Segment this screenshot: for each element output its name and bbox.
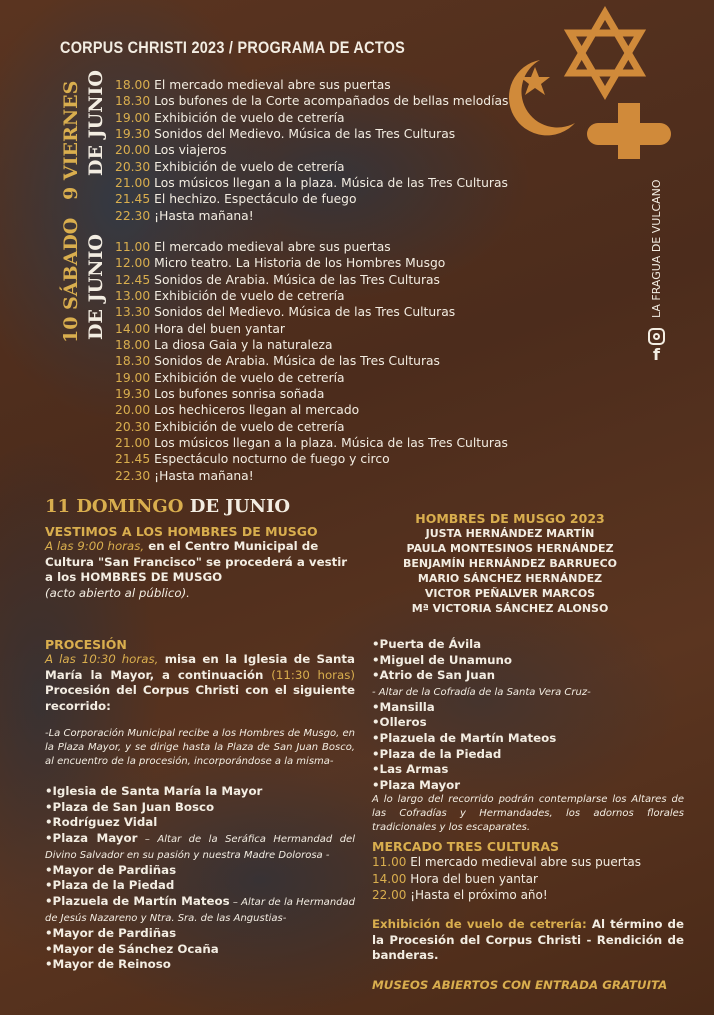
event-text: El hechizo. Espectáculo de fuego [154,192,357,207]
route-item [45,815,355,831]
mercado-schedule [372,854,684,903]
hombres-section [392,511,628,616]
schedule-item [115,159,508,175]
event-text: Los músicos llegan a la plaza. Música de las Tres Culturas [154,436,508,451]
hombre-name: VICTOR PEÑALVER MARCOS [424,587,596,600]
cetreria-text: Al término de la Procesión del Corpus Christi - Rendición de banderas. [372,917,684,963]
event-time: 20.30 [115,159,151,174]
route-place: Plaza de la Piedad [52,878,175,893]
event-time: 19.30 [115,387,151,402]
procesion-heading: PROCESIÓN [45,637,127,652]
route-item [372,715,684,731]
schedule-item [115,255,508,271]
event-time: 14.00 [372,871,407,886]
procesion-closing: A lo largo del recorrido podrán contemplarse los Altares de las Cofradías y Hermandades, los adornos florales tradicionales y los escaparates. [372,794,684,834]
hombre-name: MARIO SÁNCHEZ HERNÁNDEZ [417,572,603,585]
event-text: La diosa Gaia y la naturaleza [154,338,333,353]
route-item [45,784,355,800]
day9-label: 9 VIERNES [60,80,82,200]
hombre-name: PAULA MONTESINOS HERNÁNDEZ [406,542,614,555]
route-altar: – Altar de la Seráfica Hermandad del Divino Salvador en su pasión y nuestra Madre Dolorosa - [45,833,355,861]
route-place: Iglesia de Santa María la Mayor [52,784,263,798]
schedule-item [115,353,508,369]
event-time: 21.00 [115,176,151,191]
event-time: 13.00 [115,289,151,304]
cetreria-label: Exhibición de vuelo de cetrería: [372,917,587,932]
event-time: 11.00 [115,240,151,254]
mercado-heading: MERCADO TRES CULTURAS [372,839,560,855]
vestimos-section [45,524,350,601]
hombre-name: Mª VICTORIA SÁNCHEZ ALONSO [411,602,609,615]
event-text: Los bufones de la Corte acompañados de bellas melodías [154,94,509,109]
schedule-item [115,191,508,207]
event-text: Sonidos del Medievo. Música de las Tres Culturas [154,305,456,320]
event-time: 20.30 [115,419,151,434]
schedule-item [115,451,508,467]
procesion-time2: (11:30 horas) [271,667,355,682]
route-item [372,747,684,763]
hombre-name: JUSTA HERNÁNDEZ MARTÍN [425,527,595,540]
route-right-section [372,637,684,993]
vestimos-time: A las 9:00 horas, [45,539,145,553]
route-altar: - Altar de la Cofradía de la Santa Vera Cruz- [372,686,591,698]
day10-schedule [115,239,508,484]
route-place: Plaza Mayor [379,777,461,792]
museos-note: MUSEOS ABIERTOS CON ENTRADA GRATUITA [372,977,668,992]
page-title: CORPUS CHRISTI 2023 / PROGRAMA DE ACTOS [60,38,406,57]
route-item [372,668,684,700]
schedule-item [115,386,508,402]
event-time: 22.30 [115,468,151,483]
route-item [45,831,355,863]
procesion-section [45,637,355,973]
day11-heading [45,496,290,517]
event-text: Exhibición de vuelo de cetrería [154,289,345,304]
crescent-star-icon [509,60,575,135]
schedule-item [115,110,508,126]
event-text: Exhibición de vuelo de cetrería [154,110,345,125]
event-time: 20.00 [115,143,151,158]
event-text: Los bufones sonrisa soñada [154,387,325,402]
day9-schedule [115,77,508,224]
procesion-text: misa en la Iglesia de Santa María la Mayor, a continuación [45,652,356,682]
schedule-item [115,419,508,435]
route-place: Mansilla [379,699,435,714]
schedule-item [372,871,684,887]
route-item [45,926,355,942]
event-time: 12.45 [115,272,151,287]
schedule-item [115,288,508,304]
event-time: 21.45 [115,452,151,467]
route-item [372,700,684,716]
schedule-item [115,370,508,386]
route-list-left [45,784,355,973]
event-time: 18.30 [115,354,151,369]
day9-month: DE JUNIO [85,70,107,176]
event-text: Hora del buen yantar [410,871,538,886]
event-text: Los músicos llegan a la plaza. Música de las Tres Culturas [154,176,508,191]
route-place: Olleros [379,715,427,730]
route-item [45,957,355,973]
schedule-item [115,304,508,320]
instagram-icon[interactable] [648,328,665,345]
route-place: Plazuela de Martín Mateos [52,893,230,908]
event-text: Sonidos de Arabia. Música de las Tres Culturas [154,272,440,287]
route-place: Atrio de San Juan [379,668,496,683]
route-place: Mayor de Reinoso [52,957,171,972]
event-time: 20.00 [115,403,151,418]
vestimos-text: en el Centro Municipal de Cultura "San Francisco" se procederá a vestir a los HOMBRES DE MUSGO [45,539,348,584]
event-text: El mercado medieval abre sus puertas [154,78,391,92]
event-time: 18.30 [115,94,151,109]
event-time: 21.00 [115,436,151,451]
event-text: El mercado medieval abre sus puertas [154,240,391,254]
route-place: Mayor de Sánchez Ocaña [52,941,219,956]
day10-month: DE JUNIO [85,234,107,340]
vestimos-note: (acto abierto al público). [45,585,190,600]
schedule-item [115,468,508,484]
vestimos-heading: VESTIMOS A LOS HOMBRES DE MUSGO [45,524,318,539]
route-item [45,942,355,958]
brand-name: LA FRAGUA DE VULCANO [650,179,663,319]
schedule-item [115,435,508,451]
event-text: ¡Hasta el próximo año! [410,888,548,903]
schedule-item [372,887,684,903]
schedule-item [115,175,508,191]
procesion-note: -La Corporación Municipal recibe a los Hombres de Musgo, en la Plaza Mayor, y se dirige hasta la Plaza de San Juan Bosco, al encuentro de la procesión, incorporándose a la misma- [45,728,355,767]
route-place: Plaza de San Juan Bosco [52,799,215,814]
route-item [372,653,684,669]
event-time: 14.00 [115,321,151,336]
route-place: Las Armas [379,762,449,777]
event-text: Los viajeros [154,143,227,158]
hombres-heading: HOMBRES DE MUSGO 2023 [415,511,605,526]
event-time: 12.00 [115,256,151,271]
route-item [45,863,355,879]
hombre-name: BENJAMÍN HERNÁNDEZ BARRUECO [402,557,618,570]
event-time: 19.00 [115,370,151,385]
schedule-item [115,337,508,353]
hombres-names [392,526,628,616]
star-of-david-icon [570,13,640,93]
route-list-right [372,637,684,793]
event-text: El mercado medieval abre sus puertas [410,855,642,870]
route-place: Mayor de Pardiñas [52,862,177,877]
route-place: Plaza de la Piedad [379,746,502,761]
schedule-item [115,208,508,224]
event-text: Hora del buen yantar [154,321,285,336]
schedule-item [115,321,508,337]
event-time: 18.00 [115,338,151,353]
route-altar: – Altar de la Hermandad de Jesús Nazareno y Ntra. Sra. de las Angustias- [45,896,355,924]
route-place: Rodríguez Vidal [52,815,158,830]
facebook-icon[interactable]: f [653,345,660,365]
route-item [372,778,684,794]
event-text: Exhibición de vuelo de cetrería [154,370,345,385]
route-place: Plazuela de Martín Mateos [379,730,557,745]
schedule-item [372,854,684,870]
route-item [45,878,355,894]
event-time: 22.30 [115,208,151,223]
schedule-item [115,126,508,142]
route-item [372,762,684,778]
event-time: 19.30 [115,127,151,142]
schedule-item [115,93,508,109]
schedule-item [115,402,508,418]
cross-icon [587,103,671,159]
route-item [372,637,684,653]
event-text: Exhibición de vuelo de cetrería [154,419,345,434]
event-time: 22.00 [372,888,407,903]
day11-label: 11 DOMINGO [45,496,184,517]
event-time: 18.00 [115,78,151,92]
route-item [45,894,355,926]
schedule-item [115,77,508,93]
schedule-item [115,239,508,255]
event-time: 21.45 [115,192,151,207]
procesion-text2: Procesión del Corpus Christi con el siguiente recorrido: [45,683,355,713]
procesion-time: A las 10:30 horas, [45,652,159,666]
route-place: Mayor de Pardiñas [52,925,177,940]
event-text: Sonidos de Arabia. Música de las Tres Culturas [154,354,440,369]
social-block [647,179,666,365]
route-place: Puerta de Ávila [379,637,482,651]
route-place: Plaza Mayor [52,830,138,845]
event-time: 11.00 [372,855,407,870]
three-cultures-symbols [480,5,700,165]
route-item [45,800,355,816]
event-text: Sonidos del Medievo. Música de las Tres Culturas [154,127,456,142]
event-text: ¡Hasta mañana! [154,468,254,483]
event-text: ¡Hasta mañana! [154,208,254,223]
event-text: Exhibición de vuelo de cetrería [154,159,345,174]
event-text: Micro teatro. La Historia de los Hombres Musgo [154,256,446,271]
event-text: Espectáculo nocturno de fuego y circo [154,452,390,467]
schedule-item [115,142,508,158]
event-text: Los hechiceros llegan al mercado [154,403,360,418]
schedule-item [115,272,508,288]
event-time: 13.30 [115,305,151,320]
route-place: Miguel de Unamuno [379,652,513,667]
route-item [372,731,684,747]
day10-label: 10 SÁBADO [60,217,82,343]
event-time: 19.00 [115,110,151,125]
day11-month: DE JUNIO [189,496,291,517]
